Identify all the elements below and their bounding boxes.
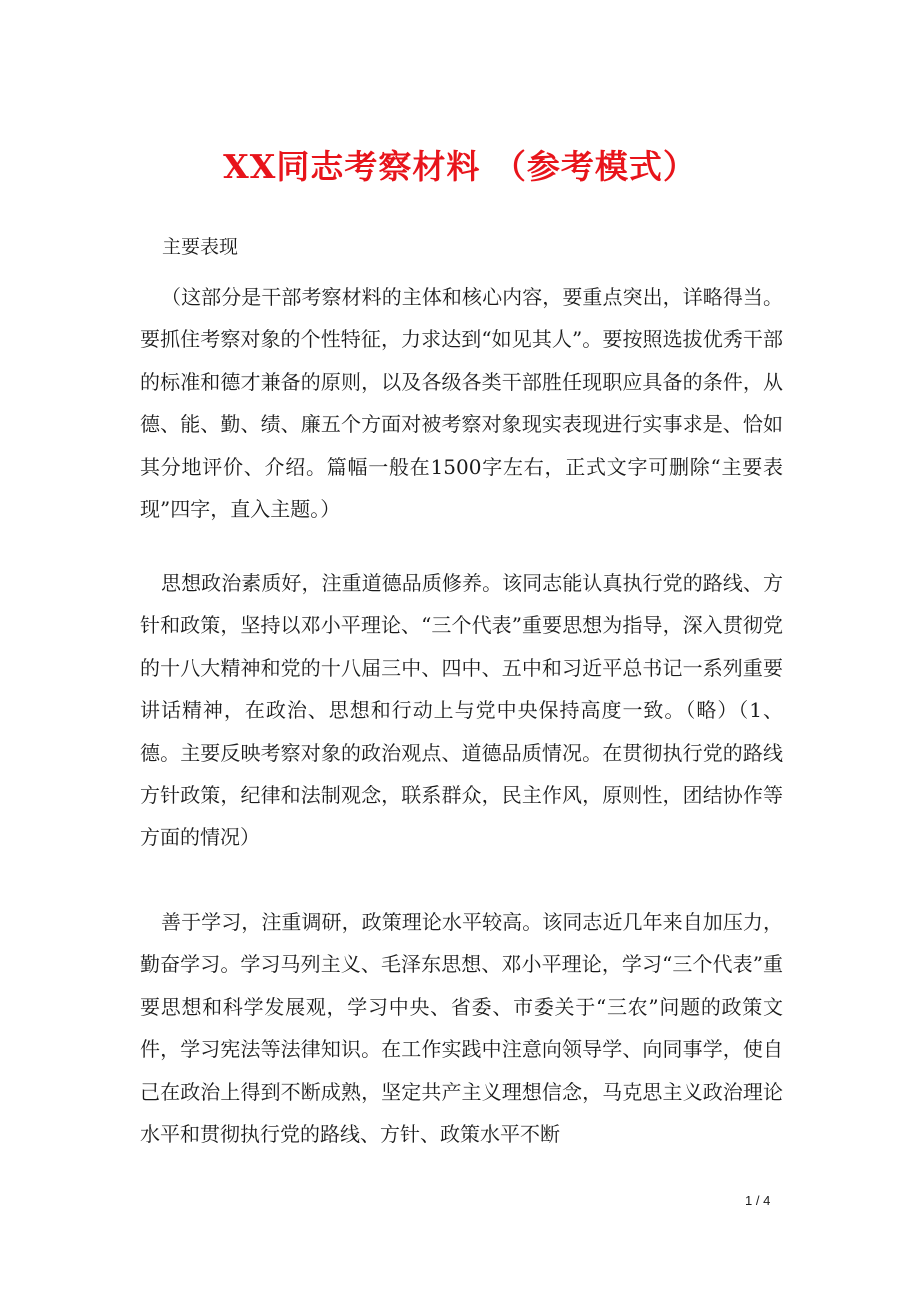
paragraph-instructions: （这部分是干部考察材料的主体和核心内容，要重点突出，详略得当。要抓住考察对象的个性特征，力求达到“如见其人”。要按照选拔优秀干部的标准和德才兼备的原则，以及各级各类干部胜任现职应具备的条件，从德、能、勤、绩、廉五个方面对被考察对象现实表现进行实事求是、恰如其分地评价、介绍。篇幅一般在1500字左右，正式文字可删除“主要表现”四字，直入主题。） [140, 285, 783, 522]
paragraph-political-quality: 思想政治素质好，注重道德品质修养。该同志能认真执行党的路线、方针和政策，坚持以邓小平理论、“三个代表”重要思想为指导，深入贯彻党的十八大精神和党的十八届三中、四中、五中和习近平总书记一系列重要讲话精神，在政治、思想和行动上与党中央保持高度一致。（略）（1、德。主要反映考察对象的政治观点、道德品质情况。在贯彻执行党的路线方针政策，纪律和法制观念，联系群众，民主作风，原则性，团结协作等方面的情况） [140, 571, 783, 850]
page-number: 1 / 4 [745, 1193, 771, 1208]
section-heading: 主要表现 [162, 236, 239, 258]
document-title: XX同志考察材料 （参考模式） [223, 147, 697, 186]
paragraph-study: 善于学习，注重调研，政策理论水平较高。该同志近几年来自加压力，勤奋学习。学习马列主义、毛泽东思想、邓小平理论，学习“三个代表”重要思想和科学发展观，学习中央、省委、市委关于“三农”问题的政策文件，学习宪法等法律知识。在工作实践中注意向领导学、向同事学，使自己在政治上得到不断成熟，坚定共产主义理想信念，马克思主义政治理论水平和贯彻执行党的路线、方针、政策水平不断 [140, 910, 783, 1147]
